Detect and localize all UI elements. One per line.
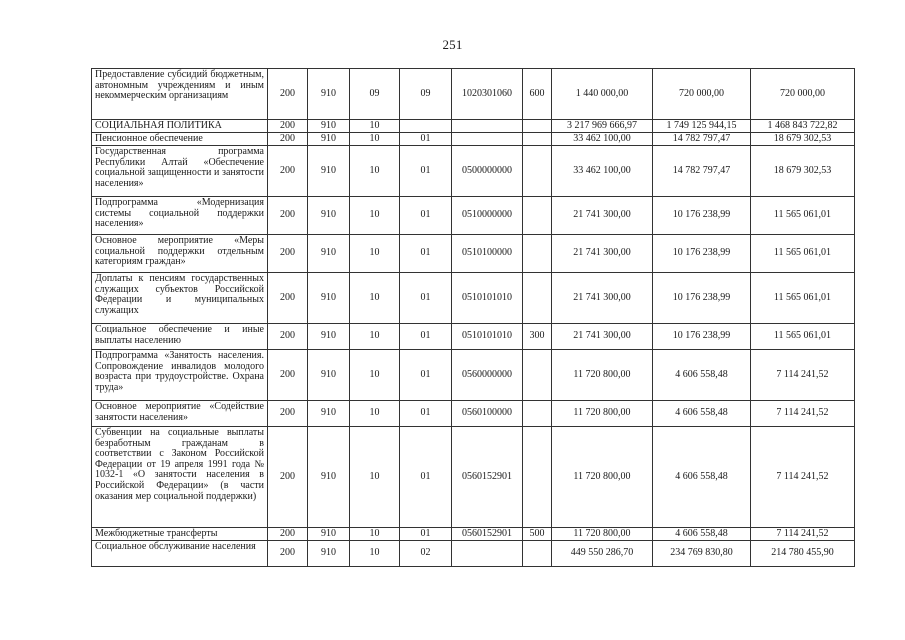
table-row (92, 120, 855, 133)
amount-year1-cell: 11 720 800,00 (552, 350, 653, 401)
section-code-cell: 10 (350, 350, 400, 401)
target-article-cell: 0500000000 (452, 146, 523, 197)
budget-table (91, 68, 855, 567)
table-row (92, 273, 855, 324)
row-name-cell: Государственная программа Республики Алтай «Обеспечение социальной защищенности и занятости населения» (92, 146, 268, 197)
amount-year1-cell: 21 741 300,00 (552, 324, 653, 350)
target-article-cell (452, 541, 523, 567)
table-row (92, 69, 855, 120)
admin-code-cell: 200 (268, 197, 308, 235)
amount-year2-cell: 10 176 238,99 (653, 197, 751, 235)
target-article-cell (452, 133, 523, 146)
section-code-cell: 09 (350, 69, 400, 120)
table-row (92, 541, 855, 567)
amount-year2-cell: 4 606 558,48 (653, 350, 751, 401)
expense-type-cell: 600 (523, 69, 552, 120)
table-row (92, 324, 855, 350)
amount-year3-cell: 214 780 455,90 (751, 541, 855, 567)
group-code-cell: 910 (308, 146, 350, 197)
page-number: 251 (442, 37, 463, 52)
group-code-cell: 910 (308, 324, 350, 350)
table-row (92, 146, 855, 197)
amount-year1-cell: 33 462 100,00 (552, 146, 653, 197)
amount-year1-cell: 449 550 286,70 (552, 541, 653, 567)
row-name-cell: СОЦИАЛЬНАЯ ПОЛИТИКА (92, 120, 268, 133)
group-code-cell: 910 (308, 401, 350, 427)
subsection-code-cell: 01 (400, 235, 452, 273)
group-code-cell: 910 (308, 350, 350, 401)
row-name-cell: Доплаты к пенсиям государственных служащих субъектов Российской Федерации и муниципальных служащих (92, 273, 268, 324)
amount-year1-cell: 11 720 800,00 (552, 427, 653, 528)
target-article-cell: 0510101010 (452, 324, 523, 350)
expense-type-cell (523, 541, 552, 567)
amount-year3-cell: 7 114 241,52 (751, 350, 855, 401)
target-article-cell: 1020301060 (452, 69, 523, 120)
group-code-cell: 910 (308, 197, 350, 235)
target-article-cell: 0560152901 (452, 427, 523, 528)
amount-year2-cell: 10 176 238,99 (653, 324, 751, 350)
subsection-code-cell: 01 (400, 427, 452, 528)
amount-year3-cell: 11 565 061,01 (751, 324, 855, 350)
target-article-cell: 0560000000 (452, 350, 523, 401)
row-name-cell: Межбюджетные трансферты (92, 528, 268, 541)
section-code-cell: 10 (350, 197, 400, 235)
subsection-code-cell (400, 120, 452, 133)
amount-year3-cell: 1 468 843 722,82 (751, 120, 855, 133)
section-code-cell: 10 (350, 235, 400, 273)
target-article-cell: 0510100000 (452, 235, 523, 273)
amount-year2-cell: 4 606 558,48 (653, 427, 751, 528)
section-code-cell: 10 (350, 133, 400, 146)
admin-code-cell: 200 (268, 120, 308, 133)
subsection-code-cell: 01 (400, 324, 452, 350)
amount-year1-cell: 21 741 300,00 (552, 197, 653, 235)
amount-year3-cell: 18 679 302,53 (751, 146, 855, 197)
expense-type-cell: 500 (523, 528, 552, 541)
amount-year3-cell: 11 565 061,01 (751, 273, 855, 324)
table-row (92, 133, 855, 146)
amount-year2-cell: 1 749 125 944,15 (653, 120, 751, 133)
expense-type-cell (523, 273, 552, 324)
group-code-cell: 910 (308, 235, 350, 273)
subsection-code-cell: 01 (400, 146, 452, 197)
amount-year3-cell: 7 114 241,52 (751, 427, 855, 528)
subsection-code-cell: 01 (400, 197, 452, 235)
amount-year2-cell: 4 606 558,48 (653, 528, 751, 541)
group-code-cell: 910 (308, 133, 350, 146)
amount-year1-cell: 33 462 100,00 (552, 133, 653, 146)
admin-code-cell: 200 (268, 133, 308, 146)
group-code-cell: 910 (308, 120, 350, 133)
section-code-cell: 10 (350, 528, 400, 541)
amount-year1-cell: 11 720 800,00 (552, 528, 653, 541)
group-code-cell: 910 (308, 528, 350, 541)
amount-year3-cell: 11 565 061,01 (751, 235, 855, 273)
amount-year3-cell: 11 565 061,01 (751, 197, 855, 235)
target-article-cell (452, 120, 523, 133)
row-name-cell: Социальное обслуживание населения (92, 541, 268, 567)
row-name-cell: Основное мероприятие «Содействие занятости населения» (92, 401, 268, 427)
section-code-cell: 10 (350, 273, 400, 324)
row-name-cell: Социальное обеспечение и иные выплаты населению (92, 324, 268, 350)
target-article-cell: 0560152901 (452, 528, 523, 541)
admin-code-cell: 200 (268, 528, 308, 541)
expense-type-cell (523, 350, 552, 401)
expense-type-cell (523, 120, 552, 133)
subsection-code-cell: 09 (400, 69, 452, 120)
section-code-cell: 10 (350, 541, 400, 567)
amount-year2-cell: 14 782 797,47 (653, 146, 751, 197)
admin-code-cell: 200 (268, 146, 308, 197)
expense-type-cell (523, 401, 552, 427)
table-row (92, 401, 855, 427)
admin-code-cell: 200 (268, 350, 308, 401)
group-code-cell: 910 (308, 427, 350, 528)
subsection-code-cell: 01 (400, 401, 452, 427)
amount-year1-cell: 11 720 800,00 (552, 401, 653, 427)
row-name-cell: Подпрограмма «Занятость населения. Сопровождение инвалидов молодого возраста при трудоустройстве. Охрана труда» (92, 350, 268, 401)
expense-type-cell: 300 (523, 324, 552, 350)
expense-type-cell (523, 197, 552, 235)
amount-year2-cell: 234 769 830,80 (653, 541, 751, 567)
target-article-cell: 0560100000 (452, 401, 523, 427)
amount-year1-cell: 1 440 000,00 (552, 69, 653, 120)
row-name-cell: Подпрограмма «Модернизация системы социальной поддержки населения» (92, 197, 268, 235)
table-row (92, 235, 855, 273)
expense-type-cell (523, 235, 552, 273)
table-row (92, 528, 855, 541)
section-code-cell: 10 (350, 427, 400, 528)
expense-type-cell (523, 133, 552, 146)
amount-year2-cell: 720 000,00 (653, 69, 751, 120)
target-article-cell: 0510000000 (452, 197, 523, 235)
group-code-cell: 910 (308, 273, 350, 324)
table-row (92, 197, 855, 235)
admin-code-cell: 200 (268, 235, 308, 273)
row-name-cell: Основное мероприятие «Меры социальной поддержки отдельным категориям граждан» (92, 235, 268, 273)
expense-type-cell (523, 427, 552, 528)
group-code-cell: 910 (308, 541, 350, 567)
admin-code-cell: 200 (268, 273, 308, 324)
section-code-cell: 10 (350, 120, 400, 133)
subsection-code-cell: 02 (400, 541, 452, 567)
table-row (92, 350, 855, 401)
table-row (92, 427, 855, 528)
admin-code-cell: 200 (268, 427, 308, 528)
section-code-cell: 10 (350, 401, 400, 427)
target-article-cell: 0510101010 (452, 273, 523, 324)
amount-year2-cell: 14 782 797,47 (653, 133, 751, 146)
subsection-code-cell: 01 (400, 133, 452, 146)
row-name-cell: Пенсионное обеспечение (92, 133, 268, 146)
subsection-code-cell: 01 (400, 528, 452, 541)
admin-code-cell: 200 (268, 401, 308, 427)
admin-code-cell: 200 (268, 541, 308, 567)
amount-year2-cell: 4 606 558,48 (653, 401, 751, 427)
subsection-code-cell: 01 (400, 350, 452, 401)
section-code-cell: 10 (350, 146, 400, 197)
amount-year2-cell: 10 176 238,99 (653, 235, 751, 273)
amount-year3-cell: 720 000,00 (751, 69, 855, 120)
amount-year1-cell: 21 741 300,00 (552, 273, 653, 324)
group-code-cell: 910 (308, 69, 350, 120)
expense-type-cell (523, 146, 552, 197)
admin-code-cell: 200 (268, 324, 308, 350)
amount-year1-cell: 3 217 969 666,97 (552, 120, 653, 133)
row-name-cell: Предоставление субсидий бюджетным, автономным учреждениям и иным некоммерческим организациям (92, 69, 268, 120)
section-code-cell: 10 (350, 324, 400, 350)
amount-year2-cell: 10 176 238,99 (653, 273, 751, 324)
subsection-code-cell: 01 (400, 273, 452, 324)
row-name-cell: Субвенции на социальные выплаты безработным гражданам в соответствии с Законом Российской Федерации от 19 апреля 1991 года № 1032-1 «О занятости населения в Российской Федерации» (в части оказания мер социальной поддержки) (92, 427, 268, 528)
amount-year3-cell: 18 679 302,53 (751, 133, 855, 146)
amount-year3-cell: 7 114 241,52 (751, 528, 855, 541)
amount-year3-cell: 7 114 241,52 (751, 401, 855, 427)
amount-year1-cell: 21 741 300,00 (552, 235, 653, 273)
admin-code-cell: 200 (268, 69, 308, 120)
